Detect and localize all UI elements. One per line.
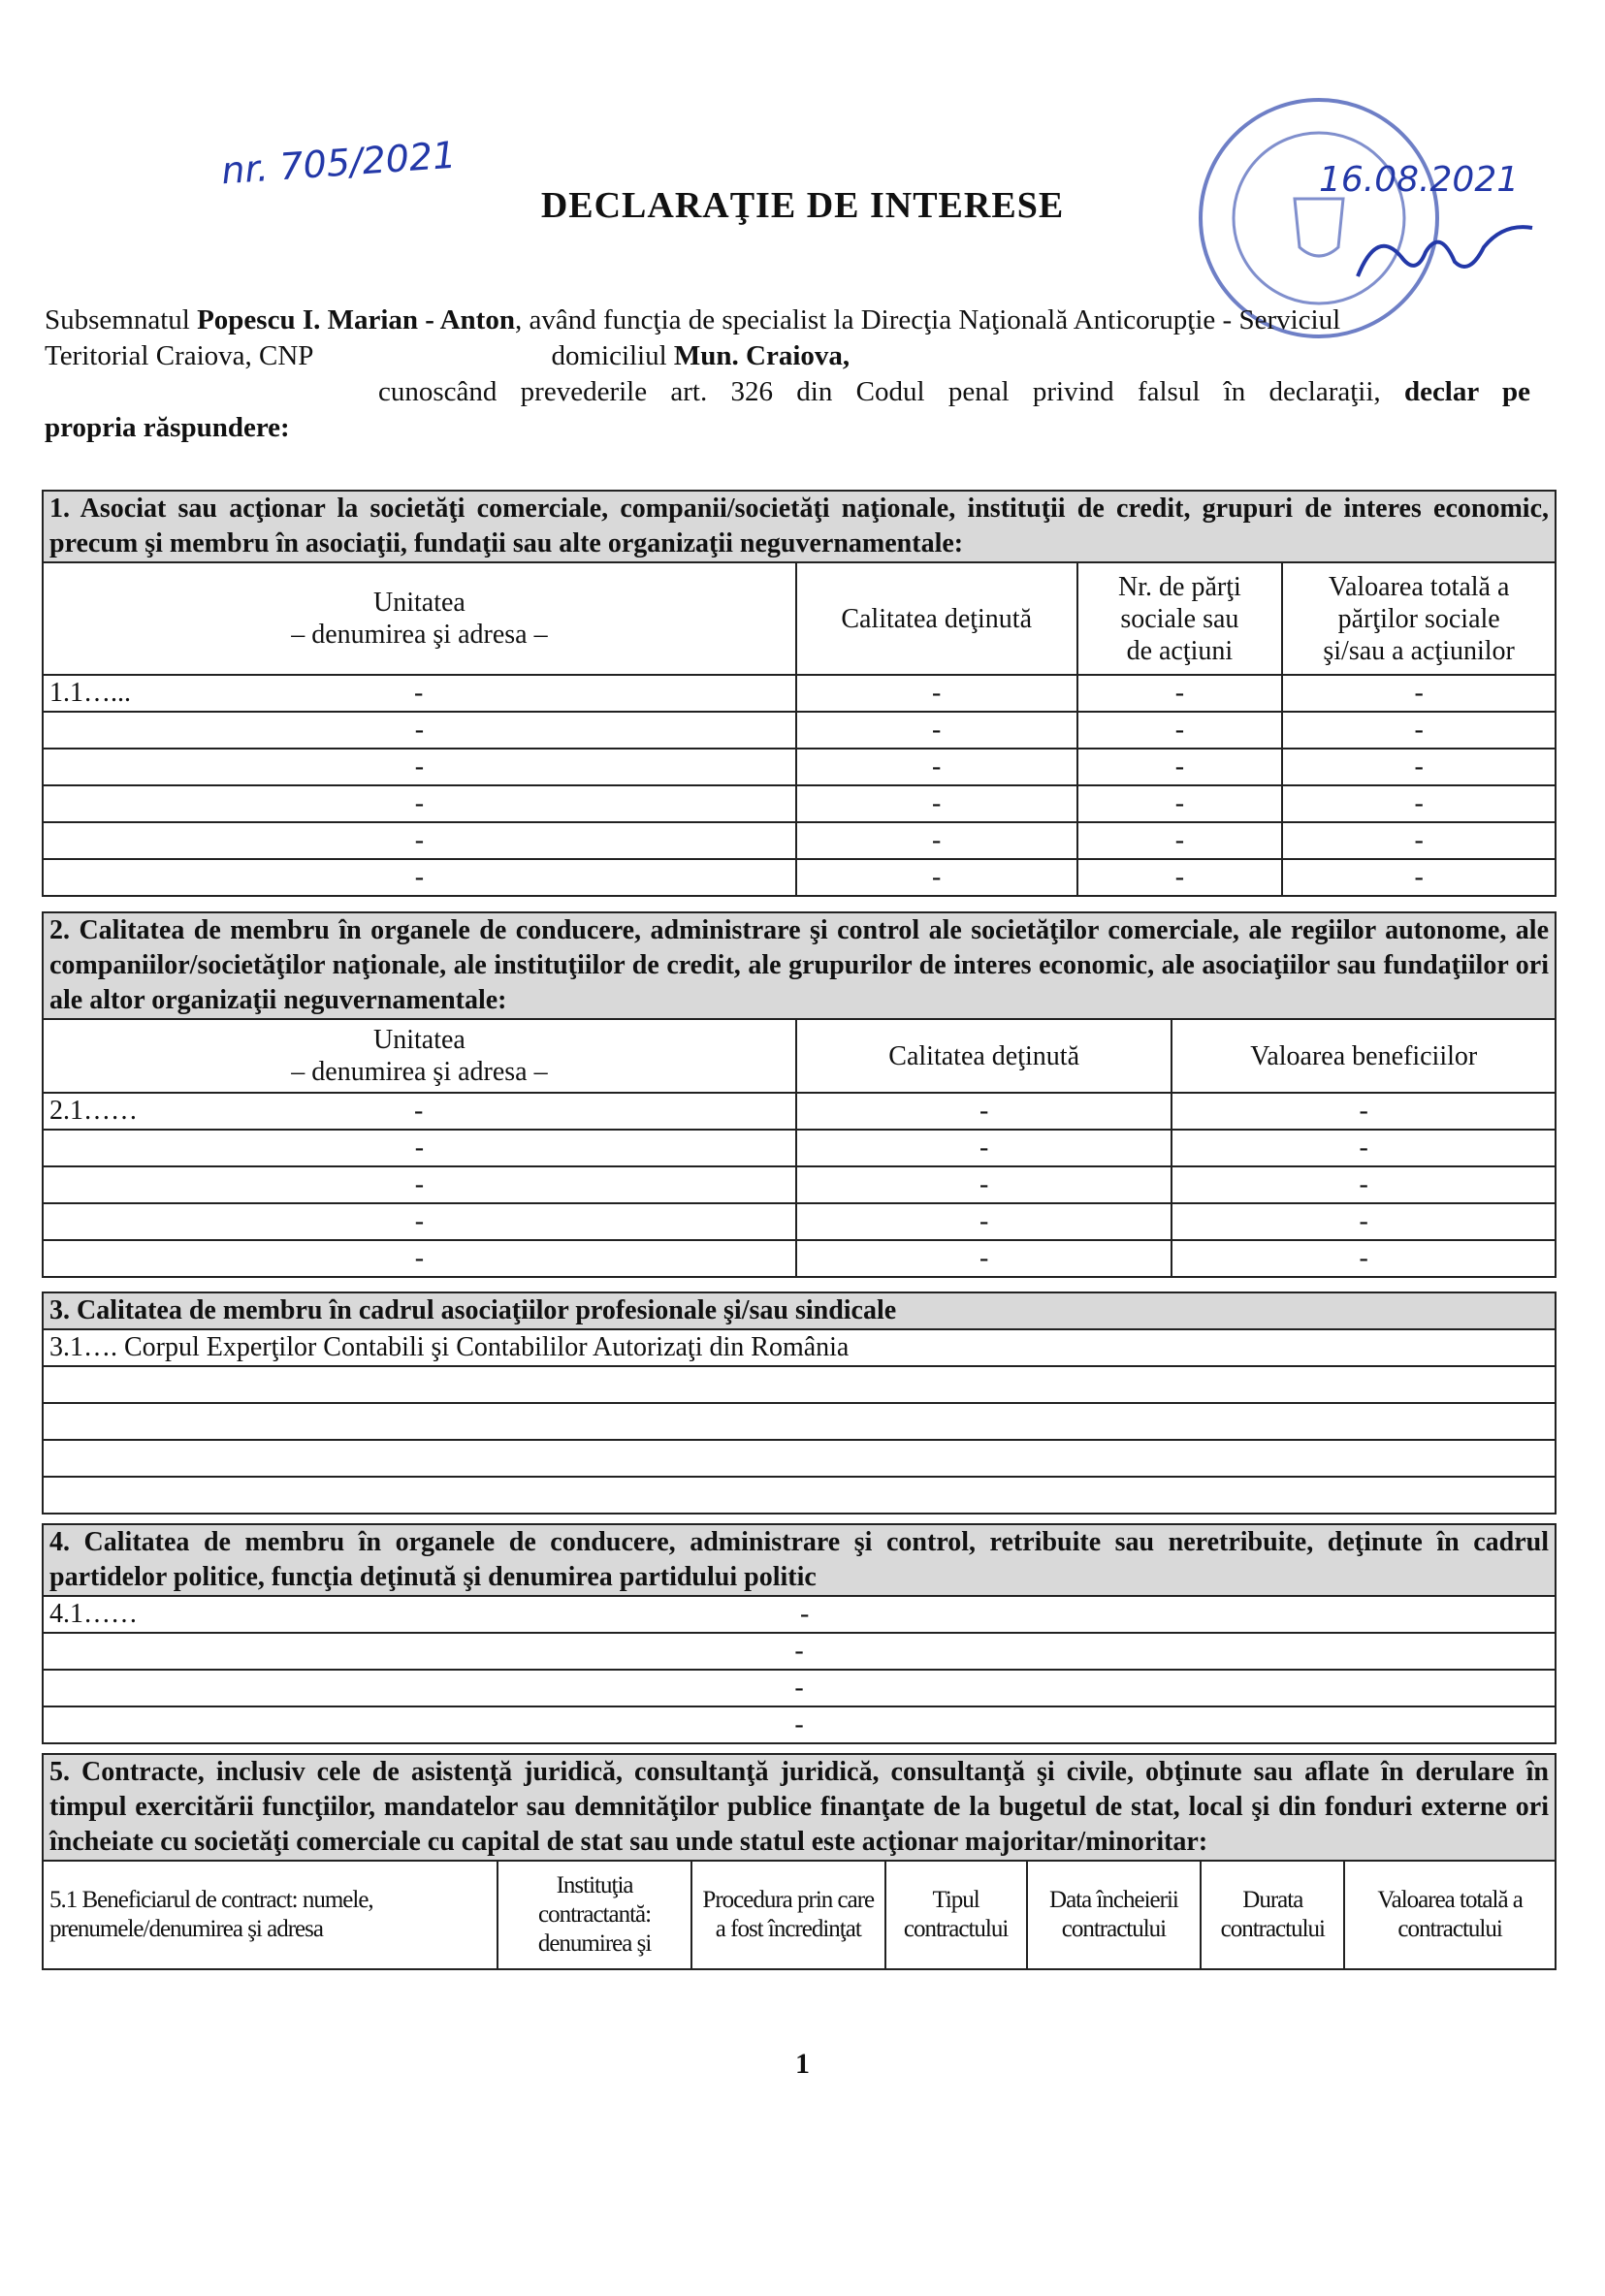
- intro-line-1: Subsemnatul Popescu I. Marian - Anton, având funcţia de specialist la Direcţia Naţională Anticorupţie - Serviciul: [45, 304, 1341, 335]
- intro-line-4: propria răspundere:: [45, 412, 290, 443]
- table-row: - - -: [43, 1166, 1556, 1203]
- document-title: DECLARAŢIE DE INTERESE: [540, 185, 1065, 226]
- table-row: [43, 1329, 1556, 1366]
- table-row: [43, 1440, 1556, 1477]
- stamp-date: 16.08.2021: [1319, 160, 1520, 200]
- col-unit: Unitatea – denumirea şi adresa –: [43, 1019, 796, 1093]
- table-row: - - - -: [43, 712, 1556, 749]
- col-shares-count: Nr. de părţi sociale sau de acţiuni: [1077, 562, 1283, 675]
- section-2-table: [42, 911, 1557, 1278]
- section-3-table: [42, 1292, 1557, 1515]
- col-contract-type: Tipul contractului: [885, 1861, 1027, 1969]
- table-row: [43, 1366, 1556, 1403]
- section-5-table: [42, 1753, 1557, 1970]
- section-4-table: [42, 1523, 1557, 1744]
- table-row: -: [43, 1670, 1556, 1706]
- table-row: [43, 1403, 1556, 1440]
- membership-entry: 3.1…. Corpul Experţilor Contabili şi Contabililor Autorizaţi din România: [43, 1329, 1556, 1366]
- table-row: -: [43, 1706, 1556, 1743]
- col-contracting-institution: Instituţia contractantă: denumirea şi: [498, 1861, 691, 1969]
- section-4-heading: 4. Calitatea de membru în organele de conducere, administrare şi control, retribuite sau neretribuite, deţinute în cadrul partidelor politice, funcţia deţinută şi denumirea partidului politic: [43, 1524, 1556, 1596]
- section-1-table: [42, 490, 1557, 897]
- table-row: - - -: [43, 1203, 1556, 1240]
- section-2-heading: 2. Calitatea de membru în organele de conducere, administrare şi control ale societăţilor comerciale, ale regiilor autonome, ale companiilor/societăţilor naţionale, ale instituţiilor de credit, ale grupurilor de interes economic, ale asociaţiilor sau fundaţiilor ori ale altor organizaţii neguvernamentale:: [43, 912, 1556, 1019]
- col-procedure: Procedura prin care a fost încredinţat: [691, 1861, 885, 1969]
- table-row: [43, 1477, 1556, 1514]
- col-contract-value: Valoarea totală a contractului: [1344, 1861, 1556, 1969]
- table-row: -: [43, 1633, 1556, 1670]
- table-row: - - - -: [43, 749, 1556, 785]
- col-role: Calitatea deţinută: [796, 1019, 1172, 1093]
- declarant-name: Popescu I. Marian - Anton: [197, 304, 515, 335]
- table-row: - - -: [43, 1130, 1556, 1166]
- table-row: - - - -: [43, 822, 1556, 859]
- table-row: 4.1…… -: [43, 1596, 1556, 1633]
- declarant-city: Mun. Craiova,: [673, 340, 851, 371]
- table-row: 1.1…... - - - -: [43, 675, 1556, 712]
- signature: [1348, 218, 1542, 296]
- registration-number: nr. 705/2021: [219, 133, 458, 193]
- section-3-heading: 3. Calitatea de membru în cadrul asociaţiilor profesionale şi/sau sindicale: [43, 1292, 1556, 1329]
- page-number: 1: [795, 2048, 810, 2080]
- intro-line-3: cunoscând prevederile art. 326 din Codul penal privind falsul în declaraţii, declar pe: [378, 376, 1530, 407]
- col-benefits-value: Valoarea beneficiilor: [1172, 1019, 1556, 1093]
- col-contract-date: Data încheierii contractului: [1027, 1861, 1202, 1969]
- table-row: - - - -: [43, 785, 1556, 822]
- section-1-heading: 1. Asociat sau acţionar la societăţi comerciale, companii/societăţi naţionale, instituţii de credit, grupuri de interes economic, precum şi membru în asociaţii, fundaţii sau alte organizaţii neguvernamentale:: [43, 491, 1556, 562]
- table-row: - - -: [43, 1240, 1556, 1277]
- col-role: Calitatea deţinută: [796, 562, 1077, 675]
- intro-line-2: Teritorial Craiova, CNP domiciliul Mun. Craiova,: [45, 340, 851, 371]
- col-unit: Unitatea – denumirea şi adresa –: [43, 562, 796, 675]
- col-shares-value: Valoarea totală a părţilor sociale şi/sau a acţiunilor: [1282, 562, 1556, 675]
- table-row: - - - -: [43, 859, 1556, 896]
- section-5-heading: 5. Contracte, inclusiv cele de asistenţă juridică, consultanţă juridică, consultanţă şi civile, obţinute sau aflate în derulare în timpul exercitării funcţiilor, mandatelor sau demnităţilor publice finanţate de la bugetul de stat, local şi din fonduri externe ori încheiate cu societăţi comerciale cu capital de stat sau unde statul este acţionar majoritar/minoritar:: [43, 1754, 1556, 1861]
- col-contract-duration: Durata contractului: [1201, 1861, 1344, 1969]
- table-row: 2.1…… - - -: [43, 1093, 1556, 1130]
- col-beneficiary: 5.1 Beneficiarul de contract: numele, prenumele/denumirea şi adresa: [43, 1861, 498, 1969]
